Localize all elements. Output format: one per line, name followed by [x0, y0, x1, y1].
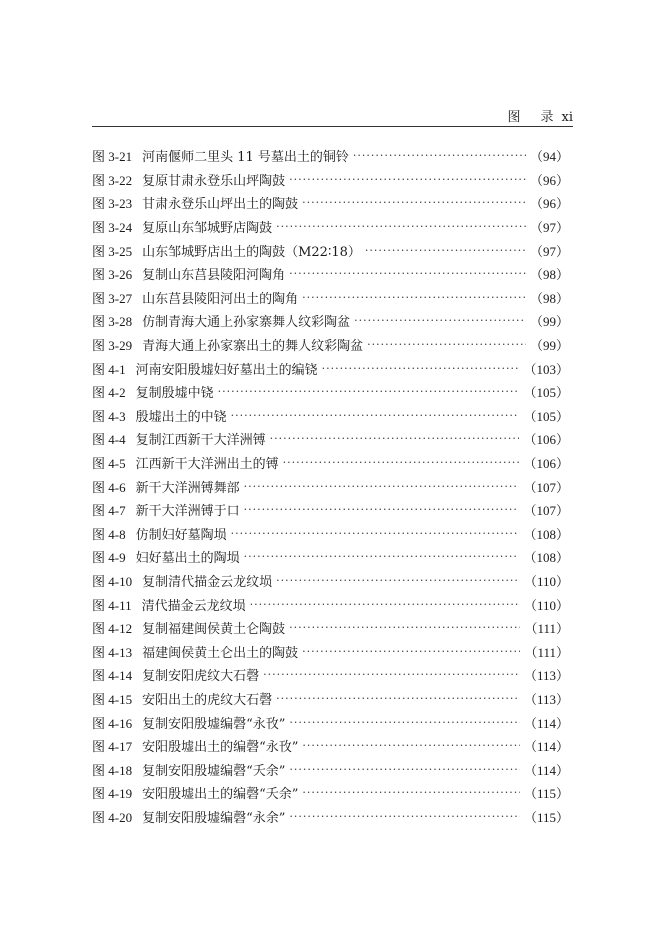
figure-number: 图 3-24	[92, 220, 133, 236]
header-word-list: 录	[540, 110, 554, 125]
figure-title: 复制山东莒县陵阳河陶角	[142, 268, 286, 284]
figure-number: 图 4-8	[92, 526, 126, 542]
figure-number: 图 4-14	[92, 668, 133, 684]
figure-entry	[92, 805, 569, 829]
figure-title: 青海大通上孙家寨出土的舞人纹彩陶盆	[142, 339, 364, 355]
figure-title: 河南安阳殷墟妇好墓出土的编铙	[135, 362, 318, 378]
figure-list	[92, 144, 569, 828]
figure-entry	[92, 380, 569, 404]
figure-entry	[92, 474, 569, 498]
figure-entry	[92, 286, 569, 310]
figure-page-number: （113）	[523, 691, 569, 707]
figure-page-number: （99）	[529, 338, 569, 354]
figure-title: 新干大洋洲镈于口	[135, 504, 240, 520]
figure-entry	[92, 663, 569, 687]
dot-leader	[354, 314, 526, 327]
figure-page-number: （107）	[523, 503, 569, 519]
figure-entry	[92, 144, 569, 168]
figure-page-number: （98）	[529, 290, 569, 306]
dot-leader	[283, 456, 520, 469]
figure-page-number: （94）	[529, 149, 569, 165]
figure-number: 图 4-13	[92, 644, 133, 660]
dot-leader	[365, 244, 526, 257]
figure-title: 山东邹城野店出土的陶鼓（M22∶18）	[142, 244, 361, 260]
figure-number: 图 4-5	[92, 456, 126, 472]
figure-page-number: （105）	[523, 408, 569, 424]
dot-leader	[263, 668, 520, 681]
figure-title: 复制安阳殷墟编磬“永余”	[142, 810, 286, 826]
figure-number: 图 4-10	[92, 573, 133, 589]
figure-page-number: （111）	[524, 644, 569, 660]
dot-leader	[244, 503, 520, 516]
figure-page-number: （97）	[529, 220, 569, 236]
figure-page-number: （114）	[523, 739, 569, 755]
dot-leader	[244, 480, 520, 493]
figure-page-number: （115）	[523, 809, 569, 825]
running-header-text	[507, 106, 573, 125]
figure-page-number: （110）	[523, 597, 569, 613]
dot-leader	[289, 173, 526, 186]
figure-title: 复制安阳殷墟编磬“永攼”	[142, 716, 286, 732]
figure-title: 复制福建闽侯黄土仑陶鼓	[142, 622, 286, 638]
figure-entry	[92, 639, 569, 663]
figure-entry	[92, 522, 569, 546]
figure-number: 图 3-26	[92, 267, 133, 283]
figure-page-number: （115）	[523, 786, 569, 802]
dot-leader	[289, 763, 520, 776]
figure-title: 复制安阳虎纹大石磬	[142, 669, 260, 685]
figure-entry	[92, 168, 569, 192]
figure-title: 复制安阳殷墟编磬“夭余”	[142, 763, 286, 779]
figure-title: 新干大洋洲镈舞部	[135, 480, 240, 496]
figure-entry	[92, 616, 569, 640]
dot-leader	[367, 338, 526, 351]
figure-entry	[92, 687, 569, 711]
figure-number: 图 4-9	[92, 550, 126, 566]
figure-number: 图 3-27	[92, 290, 133, 306]
figure-number: 图 4-1	[92, 361, 126, 377]
figure-entry	[92, 734, 569, 758]
figure-page-number: （96）	[529, 196, 569, 212]
figure-entry	[92, 238, 569, 262]
dot-leader	[289, 716, 520, 729]
figure-title: 复原山东邹城野店陶鼓	[142, 221, 273, 237]
figure-number: 图 4-11	[92, 597, 132, 613]
figure-page-number: （106）	[523, 456, 569, 472]
figure-page-number: （114）	[523, 715, 569, 731]
dot-leader	[276, 220, 526, 233]
figure-entry	[92, 781, 569, 805]
figure-number: 图 3-23	[92, 196, 133, 212]
dot-leader	[353, 149, 526, 162]
dot-leader	[302, 291, 526, 304]
dot-leader	[302, 739, 520, 752]
figure-title: 仿制妇好墓陶埙	[135, 527, 227, 543]
figure-entry	[92, 191, 569, 215]
figure-page-number: （106）	[523, 432, 569, 448]
figure-title: 安阳殷墟出土的编磬“夭余”	[142, 787, 299, 803]
figure-page-number: （97）	[529, 243, 569, 259]
figure-entry	[92, 356, 569, 380]
figure-number: 图 4-17	[92, 739, 133, 755]
figure-page-number: （114）	[523, 762, 569, 778]
figure-page-number: （96）	[529, 172, 569, 188]
figure-entry	[92, 262, 569, 286]
figure-page-number: （107）	[523, 479, 569, 495]
figure-number: 图 3-29	[92, 338, 133, 354]
dot-leader	[250, 598, 520, 611]
running-header	[92, 104, 573, 127]
dot-leader	[289, 621, 520, 634]
header-word-figure: 图	[507, 110, 521, 125]
figure-page-number: （113）	[523, 668, 569, 684]
figure-entry	[92, 757, 569, 781]
figure-number: 图 4-16	[92, 715, 133, 731]
figure-entry	[92, 404, 569, 428]
figure-entry	[92, 592, 569, 616]
figure-number: 图 4-19	[92, 786, 133, 802]
figure-page-number: （108）	[523, 526, 569, 542]
dot-leader	[231, 409, 520, 422]
figure-title: 复制清代描金云龙纹埙	[142, 574, 273, 590]
dot-leader	[244, 550, 520, 563]
figure-number: 图 4-6	[92, 479, 126, 495]
figure-title: 福建闽侯黄土仑出土的陶鼓	[142, 645, 299, 661]
figure-entry	[92, 427, 569, 451]
figure-number: 图 3-25	[92, 243, 133, 259]
figure-number: 图 4-18	[92, 762, 133, 778]
figure-title: 清代描金云龙纹埙	[141, 598, 246, 614]
figure-title: 山东莒县陵阳河出土的陶角	[142, 291, 299, 307]
dot-leader	[302, 786, 520, 799]
figure-page-number: （99）	[529, 314, 569, 330]
figure-title: 妇好墓出土的陶埙	[135, 551, 240, 567]
figure-page-number: （110）	[523, 573, 569, 589]
dot-leader	[322, 362, 520, 375]
figure-entry	[92, 545, 569, 569]
figure-title: 仿制青海大通上孙家寨舞人纹彩陶盆	[142, 315, 351, 331]
figure-number: 图 4-20	[92, 809, 133, 825]
figure-page-number: （103）	[523, 361, 569, 377]
figure-number: 图 4-15	[92, 691, 133, 707]
dot-leader	[276, 574, 520, 587]
dot-leader	[289, 267, 526, 280]
figure-number: 图 4-2	[92, 385, 126, 401]
dot-leader	[276, 692, 520, 705]
figure-page-number: （98）	[529, 267, 569, 283]
figure-title: 江西新干大洋洲出土的镈	[135, 457, 279, 473]
figure-entry	[92, 309, 569, 333]
figure-number: 图 4-3	[92, 408, 126, 424]
figure-number: 图 4-4	[92, 432, 126, 448]
figure-title: 殷墟出土的中铙	[135, 409, 227, 425]
figure-entry	[92, 498, 569, 522]
figure-title: 复原甘肃永登乐山坪陶鼓	[142, 173, 286, 189]
figure-number: 图 3-28	[92, 314, 133, 330]
figure-page-number: （105）	[523, 385, 569, 401]
figure-title: 复制江西新干大洋洲镈	[135, 433, 266, 449]
figure-title: 安阳殷墟出土的编磬“永攼”	[142, 740, 299, 756]
dot-leader	[302, 196, 526, 209]
dot-leader	[270, 432, 520, 445]
figure-number: 图 4-12	[92, 621, 133, 637]
figure-number: 图 3-21	[92, 149, 133, 165]
figure-number: 图 3-22	[92, 172, 133, 188]
figure-title: 复制殷墟中铙	[135, 386, 214, 402]
figure-title: 甘肃永登乐山坪出土的陶鼓	[142, 197, 299, 213]
dot-leader	[231, 527, 520, 540]
header-page-number: xi	[561, 110, 573, 125]
figure-number: 图 4-7	[92, 503, 126, 519]
figure-title: 安阳出土的虎纹大石磬	[142, 692, 273, 708]
figure-title: 河南偃师二里头 11 号墓出土的铜铃	[142, 150, 349, 166]
figure-entry	[92, 215, 569, 239]
figure-page-number: （108）	[523, 550, 569, 566]
dot-leader	[302, 645, 520, 658]
figure-entry	[92, 333, 569, 357]
dot-leader	[218, 385, 520, 398]
figure-entry	[92, 569, 569, 593]
figure-entry	[92, 451, 569, 475]
figure-entry	[92, 710, 569, 734]
figure-page-number: （111）	[524, 621, 569, 637]
dot-leader	[289, 810, 520, 823]
